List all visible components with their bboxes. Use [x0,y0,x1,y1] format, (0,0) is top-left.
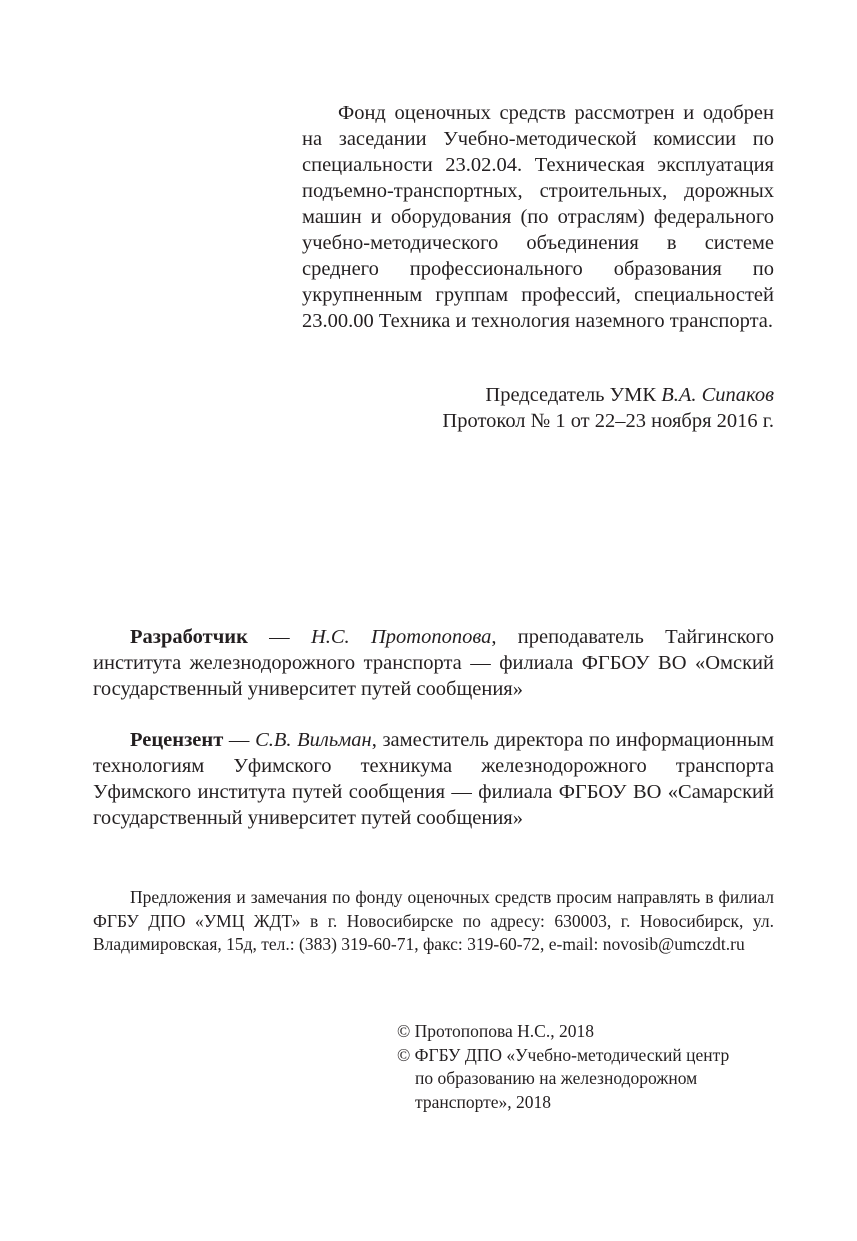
reviewer-dash: — [223,729,256,751]
copyright-block [397,1020,787,1114]
copyright-publisher: © ФГБУ ДПО «Учебно-методический центр [397,1044,730,1065]
copyright-author: © Протопопова Н.С., 2018 [397,1021,594,1041]
developer-description: , преподаватель Тайгинского института железнодорожного транспорта — филиала ФГБОУ ВО «Омский государственный университет путей сообщения» [93,626,774,700]
approval-text: Фонд оценочных средств рассмотрен и одобрен на заседании Учебно-методической комиссии по специальности 23.02.04. Техническая эксплуатация подъемно-транспортных, строительных, дорожных машин и оборудования (по отраслям) федерального учебно-методического объединения в системе среднего профессионального образования по укрупненным группам профессий, специальностей 23.00.00 Техника и технология наземного транспорта. [302,102,774,332]
chair-line [302,382,774,408]
copyright-publisher-cont: по образованию на железнодорожном [415,1068,698,1088]
approval-paragraph [302,100,774,334]
protocol-line: Протокол № 1 от 22–23 ноября 2016 г. [442,410,774,432]
notice-text: Предложения и замечания по фонду оценочных средств просим направлять в филиал ФГБУ ДПО «УМЦ ЖДТ» в г. Новосибирске по адресу: 630003, г. Новосибирск, ул. Владимировская, 15д, тел.: (383) 319-60-71, факс: 319-60-72, e-mail: novosib@umczdt.ru [93,887,774,954]
developer-name: Н.С. Протопопова [310,626,492,648]
developer-dash: — [247,626,311,648]
reviewer-role: Рецензент [130,729,224,751]
chair-title: Председатель УМК [485,384,657,406]
copyright-publisher-year: транспорте», 2018 [415,1091,552,1112]
credits-section [93,624,774,856]
reviewer-name: С.В. Вильман [255,729,372,751]
developer-role: Разработчик [130,626,248,648]
developer-paragraph [93,624,774,702]
signature-block [302,382,774,434]
feedback-notice [93,886,774,957]
reviewer-paragraph [93,727,774,831]
chair-name: В.А. Сипаков [661,384,774,406]
reviewer-description: , заместитель директора по информационным технологиям Уфимского техникума железнодорожного транспорта Уфимского института путей сообщения — филиала ФГБОУ ВО «Самарский государственный университет путей сообщения» [93,729,774,829]
